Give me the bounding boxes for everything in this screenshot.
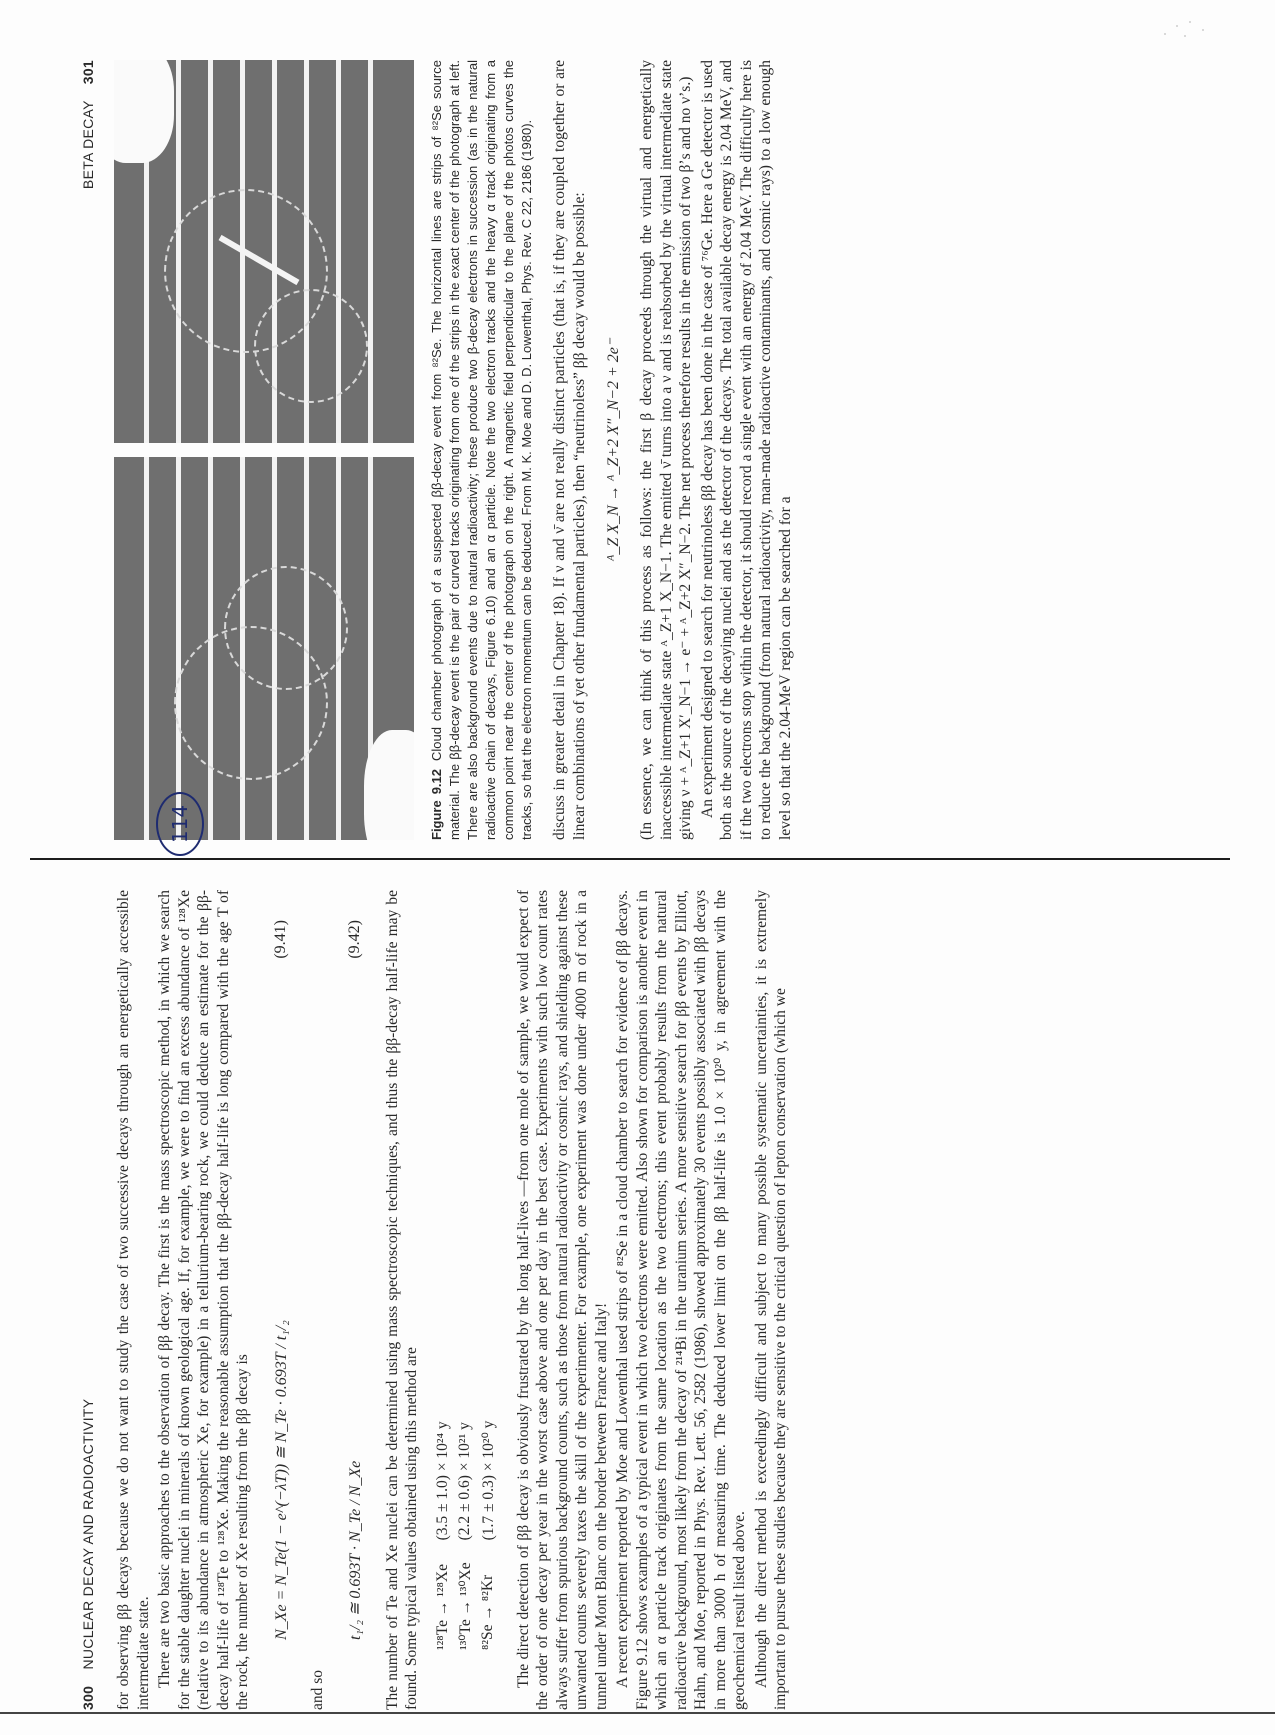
equation-body: t₁/₂ ≅ 0.693T · N_Te / N_Xe	[346, 1460, 364, 1640]
para-numbers: The number of Te and Xe nuclei can be determined using mass spectroscopic techniques, and thus the ββ-decay half-life may be found. Some typical values obtained using this method are	[383, 890, 420, 1710]
halflife-cell: (3.5 ± 1.0) × 10²⁴ y	[433, 1421, 451, 1541]
reaction-cell: ¹²⁸Te → ¹²⁸Xe	[433, 1564, 451, 1650]
cloud-chamber-photo-left	[114, 457, 414, 840]
para-discuss: discuss in greater detail in Chapter 18). If ν and ν̄ are not really distinct particles (that is, if they are coupled together or are linear combinations of yet other fundamental particles), then “neutrinoless” ββ decay would be possible:	[551, 60, 588, 840]
equation-9-42	[345, 920, 365, 1640]
para-although: Although the direct method is exceedingly difficult and subject to many possible systematic uncertainties, it is extremely important to pursue these studies because they are sensitive to the critical question of lepton conservation (which we	[752, 890, 789, 1710]
table-row	[432, 1399, 454, 1650]
page-gutter	[30, 858, 1230, 860]
halflife-table	[432, 1399, 500, 1650]
cloud-chamber-photo-right	[114, 60, 414, 443]
running-head-301	[80, 60, 96, 840]
para-direct: The direct detection of ββ decay is obviously frustrated by the long half-lives —from one mole of sample, we would expect of the order of one decay per year in the worst case above and one per day in the best case. Experiments with such low count rates always suffer from spurious background counts, such as those from natural radioactivity or cosmic rays, and shielding against these unwanted counts severely taxes the skill of the experimenter. For example, one experiment was done under 4000 m of rock in a tunnel under Mont Blanc on the border between France and Italy!	[514, 890, 610, 1710]
running-head-title: NUCLEAR DECAY AND RADIOACTIVITY	[80, 1398, 96, 1670]
table-row	[477, 1399, 500, 1650]
figure-caption	[428, 60, 536, 840]
para-essence: (In essence, we can think of this process as follows: the first β decay proceeds through the virtual and energetically inaccessible intermediate state ᴬ_Z+1 X_N−1. The emitted ν̄ turns into a ν and is reabsorbed by the virtual intermediate state giving ν + ᴬ_Z+1 X′_N−1 → e⁻ + ᴬ_Z+2 X″_N−2. The net process therefore results in the emission of two β’s and no ν’s.)	[638, 60, 694, 840]
halflife-cell: (1.7 ± 0.3) × 10²⁰ y	[479, 1420, 497, 1541]
equation-neutrinoless: ᴬ_Z X_N → ᴬ_Z+2 X″_N−2 + 2e⁻	[605, 338, 622, 562]
scan-edge	[0, 1712, 1275, 1714]
figure-9-12-photos	[114, 60, 414, 840]
and-so-text: and so	[308, 1669, 326, 1710]
para-experiment: An experiment designed to search for neutrinoless ββ decay has been done in the case of ⁷⁶Ge. Here a Ge detector is used both as the source of the decaying nuclei and as the detector of the decays. The total available decay energy is 2.04 MeV, and if the two electrons stop within the detector, it should record a single event with an energy of 2.04 MeV. The difficulty here is to reduce the background (from natural radioactivity, man-made radioactive contaminants, and cosmic rays) to a low enough level so that the 2.04-MeV region can be searched for a	[698, 60, 794, 840]
page-number: 300	[80, 1685, 96, 1710]
scan-speckle	[1155, 14, 1215, 44]
table-row	[454, 1399, 477, 1650]
para-intro: for observing ββ decays because we do not want to study the case of two successive decays through an energetically accessible intermediate state.	[115, 890, 152, 1710]
halflife-cell: (2.2 ± 0.6) × 10²¹ y	[456, 1422, 473, 1541]
handwritten-page-mark: 114	[156, 792, 204, 856]
page-number: 301	[80, 60, 96, 85]
caption-text: Cloud chamber photograph of a suspected ββ-decay event from ⁸²Se. The horizontal lines are strips of ⁸²Se source material. The ββ-decay event is the pair of curved tracks originating from one of the strips in the exact center of the photograph at left. There are also background events due to natural radioactivity; these produce two β-decay electrons in succession (as in the natural radioactive chain of decays, Figure 6.10) and an α particle. Note the two electron tracks and the heavy α track originating from a common point near the center of the photograph on the right. A magnetic field perpendicular to the plane of the photos curves the tracks, so that the electron momentum can be deduced. From M. K. Moe and D. D. Lowenthal, Phys. Rev. C 22, 2186 (1980).	[429, 60, 534, 840]
reaction-cell: ¹³⁰Te → ¹³⁰Xe	[456, 1562, 474, 1650]
equation-number: (9.41)	[271, 920, 289, 959]
equation-number: (9.42)	[345, 920, 363, 959]
figure-label: Figure 9.12	[429, 769, 444, 840]
para-approaches: There are two basic approaches to the observation of ββ decay. The first is the mass spectroscopic method, in which we search for the stable daughter nuclei in minerals of known geological age. If, for example, we were to find an excess abundance of ¹²⁸Xe (relative to its abundance in atmospheric Xe, for example) in a tellurium-bearing rock, we could deduce an estimate for the ββ-decay half-life of ¹²⁸Te to ¹²⁸Xe. Making the reasonable assumption that the ββ-decay half-life is long compared with the age T of the rock, the number of Xe resulting from the ββ decay is	[156, 890, 251, 1710]
reaction-cell: ⁸²Se → ⁸²Kr	[479, 1574, 496, 1650]
equation-9-41	[271, 920, 291, 1640]
equation-body: N_Xe = N_Te(1 − e^(−λT)) ≅ N_Te · 0.693T / t₁/₂	[272, 1320, 290, 1640]
running-head-300	[80, 890, 96, 1710]
para-recent: A recent experiment reported by Moe and Lowenthal used strips of ⁸²Se in a cloud chamber to search for evidence of ββ decays. Figure 9.12 shows examples of a typical event in which two electrons were emitted. Also shown for comparison is another event in which an α particle track originates from the same location as the two electrons; this event probably results from the natural radioactive background, most likely from the decay of ²¹⁴Bi in the uranium series. A more sensitive search for ββ events by Elliott, Hahn, and Moe, reported in Phys. Rev. Lett. 56, 2582 (1986), showed approximately 30 events possibly associated with ββ decays in more than 3000 h of measuring time. The deduced lower limit on the ββ half-life is 1.0 × 10²⁰ y, in agreement with the geochemical result listed above.	[614, 890, 748, 1710]
running-head-title: BETA DECAY	[80, 100, 96, 190]
